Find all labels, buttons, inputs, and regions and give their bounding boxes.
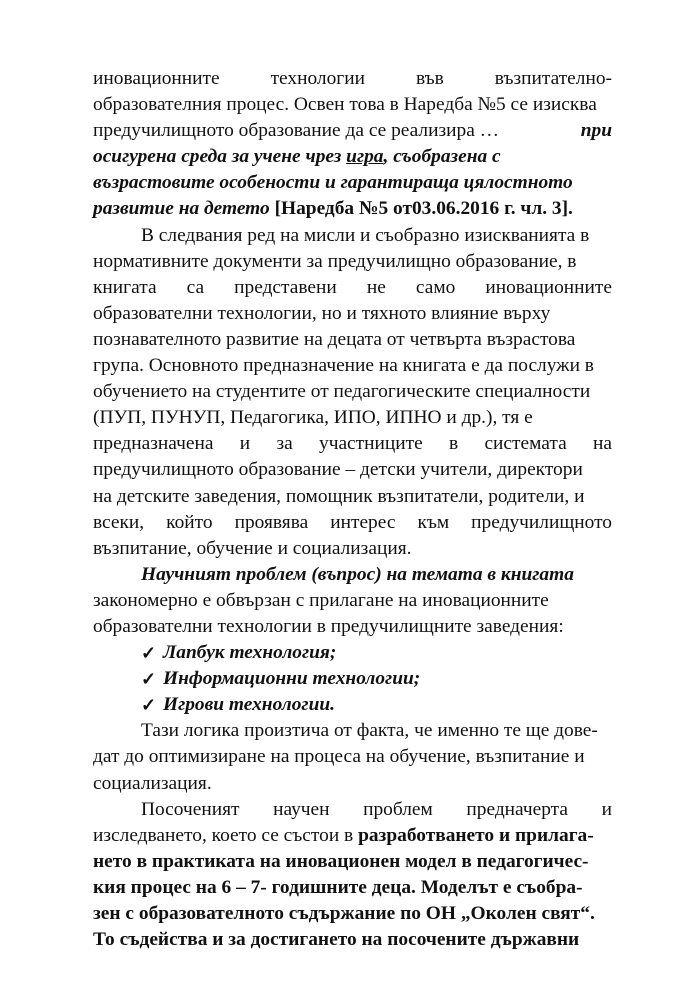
list-item xyxy=(93,666,612,692)
text-line xyxy=(93,118,612,144)
text-line xyxy=(93,144,612,170)
text-line: дат до оптимизиране на процеса на обучение, възпитание и xyxy=(93,746,585,768)
text-line: познавателното развитие на децата от четвърта възрастова xyxy=(93,328,576,350)
text-line xyxy=(93,510,612,536)
emphasis-run: при xyxy=(580,120,612,142)
list-item xyxy=(93,692,612,718)
text-line: възрастовите особености и гарантираща цялостното xyxy=(93,172,573,194)
word: на xyxy=(592,433,612,455)
text-line: образователния процес. Освен това в Наредба №5 се изисква xyxy=(93,94,597,116)
word: са xyxy=(186,276,205,298)
list-item-label: Лапбук технология; xyxy=(163,642,337,664)
check-icon: ✓ xyxy=(141,695,157,716)
text-line: възпитание, обучение и социализация. xyxy=(93,537,412,559)
bold-run: разработването и прилага- xyxy=(358,824,594,846)
word: и xyxy=(239,433,251,455)
text-line: образователни технологии в предучилищните заведения: xyxy=(93,615,564,637)
word: за xyxy=(276,433,293,455)
word: технологии xyxy=(270,68,365,89)
word: възпитателно- xyxy=(494,68,612,89)
paragraph-first-line: Научният проблем (въпрос) на темата в книгата xyxy=(141,563,574,585)
text-line: обучението на студентите от педагогическите специалности xyxy=(93,381,591,403)
list-item-label: Игрови технологии. xyxy=(163,694,335,716)
document-page xyxy=(93,66,612,953)
text-line: предучилищното образование – детски учители, директори xyxy=(93,459,583,481)
citation: [Наредба №5 от03.06.2016 г. чл. 3]. xyxy=(274,198,573,220)
text-line: на детските заведения, помощник възпитатели, родители, и xyxy=(93,485,585,507)
check-icon: ✓ xyxy=(141,669,157,690)
word: във xyxy=(415,68,444,89)
underlined-word: игра xyxy=(346,146,384,168)
text-line xyxy=(93,66,612,92)
word: проблем xyxy=(363,798,433,820)
check-icon: ✓ xyxy=(141,643,157,664)
paragraph-first-line: В следвания ред на мисли и съобразно изискванията в xyxy=(141,224,590,246)
text-line: нето в практиката на иновационен модел в педагогичес- xyxy=(93,850,589,872)
text-line: кия процес на 6 – 7- годишните деца. Моделът е съобра- xyxy=(93,876,583,898)
text-line: образователни технологии, но и тяхното влияние върху xyxy=(93,302,551,324)
list-item xyxy=(93,640,612,666)
word: който xyxy=(166,511,213,533)
word: предучилищното xyxy=(471,511,612,533)
text-run: предучилищното образование да се реализира … xyxy=(93,120,500,142)
word: към xyxy=(417,511,450,533)
word: всеки, xyxy=(93,511,145,533)
word: представени xyxy=(234,276,337,298)
text-line xyxy=(93,275,612,301)
text-line: зен с образователното съдържание по ОН „Околен свят“. xyxy=(93,903,595,924)
word: Посоченият xyxy=(141,798,240,820)
text-line: То съдейства и за достигането на посочените държавни xyxy=(93,929,580,951)
word: иновационните xyxy=(485,276,612,298)
text-line: социализация. xyxy=(93,772,212,794)
text-line: група. Основното предназначение на книгата е да послужи в xyxy=(93,355,594,377)
word: системата xyxy=(484,433,567,455)
text-line: нормативните документи за предучилищно образование, в xyxy=(93,250,577,272)
text-line: (ПУП, ПУНУП, Педагогика, ИПО, ИПНО и др.), тя е xyxy=(93,407,533,429)
word: и xyxy=(601,798,612,820)
word: проявява xyxy=(234,511,309,533)
word: интерес xyxy=(330,511,396,533)
word: не xyxy=(366,276,386,298)
text-line xyxy=(93,823,612,849)
word: книгата xyxy=(93,276,157,298)
paragraph-first-line: Тази логика произтича от факта, че именно те ще дове- xyxy=(141,720,598,742)
text-run: изследването, което се състои в xyxy=(93,824,354,846)
paragraph-first-line xyxy=(93,797,612,823)
word: предназначена xyxy=(93,433,214,455)
emphasis-run: , съобразена с xyxy=(383,146,501,168)
word: иновационните xyxy=(93,68,220,89)
word: в xyxy=(449,433,459,455)
word: предначерта xyxy=(466,798,569,820)
list-item-label: Информационни технологии; xyxy=(163,668,421,690)
emphasis-run: осигурена среда за учене чрез xyxy=(93,146,342,168)
word: участниците xyxy=(319,433,423,455)
word: само xyxy=(415,276,456,298)
text-line xyxy=(93,431,612,457)
text-line: закономерно е обвързан с прилагане на иновационните xyxy=(93,589,549,611)
emphasis-run: развитие на детето xyxy=(93,198,270,220)
text-line xyxy=(93,196,612,222)
word: научен xyxy=(273,798,330,820)
